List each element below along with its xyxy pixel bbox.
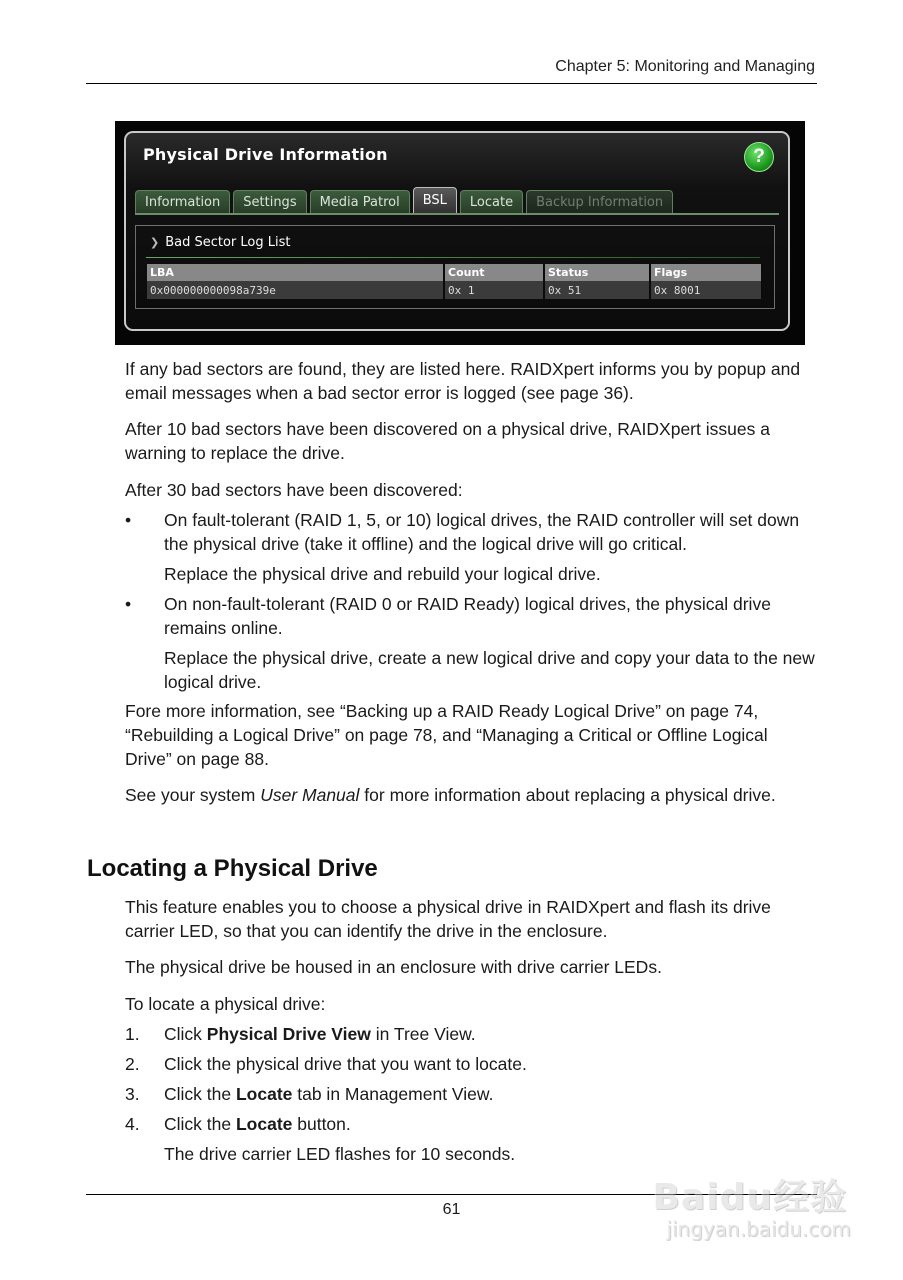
paragraph-more-information: Fore more information, see “Backing up a RAID Ready Logical Drive” on page 74, “Rebuilding a Logical Drive” on page 78, and “Managing a Critical or Offline Logical Drive” on page 88. — [125, 701, 768, 769]
heading-underline — [146, 257, 760, 258]
cell-status: 0x 51 — [544, 281, 650, 299]
ui-term: Locate — [235, 1114, 293, 1134]
tab-bsl[interactable]: BSL — [413, 187, 457, 215]
bullet-text: On fault-tolerant (RAID 1, 5, or 10) logical drives, the RAID controller will set down the physical drive (take it offline) and the logical drive will go critical. — [164, 510, 800, 554]
tab-media-patrol[interactable]: Media Patrol — [310, 190, 410, 215]
ui-term: Locate — [235, 1084, 293, 1104]
text-run: for more information about replacing a physical drive. — [359, 785, 776, 805]
bullet-mark: • — [125, 594, 132, 614]
tab-information[interactable]: Information — [135, 190, 230, 215]
paragraph-bad-sectors-found: If any bad sectors are found, they are listed here. RAIDXpert informs you by popup and email messages when a bad sector error is logged (see page 36). — [125, 359, 801, 403]
cell-lba: 0x000000000098a739e — [147, 281, 444, 299]
tab-bar — [135, 187, 673, 214]
paragraph-enclosure: The physical drive be housed in an enclosure with drive carrier LEDs. — [125, 957, 662, 977]
bullet-fault-tolerant-note: Replace the physical drive and rebuild your logical drive. — [164, 564, 601, 584]
tab-divider — [135, 213, 779, 215]
step-number: 2. — [125, 1054, 140, 1074]
help-icon[interactable]: ? — [744, 142, 774, 172]
chevron-down-icon: ❯ — [150, 236, 160, 249]
page-number: 61 — [442, 1201, 461, 1218]
text-run: button. — [292, 1114, 351, 1134]
paragraph-user-manual — [125, 783, 815, 807]
text-run: See your system — [125, 785, 261, 805]
watermark-logo — [641, 1147, 851, 1247]
physical-drive-panel — [124, 131, 790, 331]
table-row[interactable] — [147, 281, 762, 299]
physical-drive-screenshot — [115, 121, 805, 345]
step-text: Click the physical drive that you want to locate. — [164, 1054, 527, 1074]
cell-flags: 0x 8001 — [650, 281, 762, 299]
text-run: in Tree View. — [370, 1024, 476, 1044]
cell-count: 0x 1 — [444, 281, 544, 299]
tab-locate[interactable]: Locate — [460, 190, 523, 215]
bullet-non-fault-tolerant-note: Replace the physical drive, create a new logical drive and copy your data to the new logical drive. — [164, 648, 815, 692]
step-number: 3. — [125, 1084, 140, 1104]
step-number: 4. — [125, 1114, 140, 1134]
watermark-main-text: Baidu经验 — [652, 1177, 847, 1218]
bullet-mark: • — [125, 510, 132, 530]
bad-sector-log-box — [135, 225, 775, 309]
user-manual-title: User Manual — [260, 785, 360, 805]
column-header-lba: LBA — [147, 264, 444, 281]
step-number: 1. — [125, 1024, 140, 1044]
watermark-url: jingyan.baidu.com — [666, 1217, 851, 1241]
text-run: Click the — [164, 1084, 236, 1104]
bad-sector-table — [147, 264, 763, 299]
text-run: tab in Management View. — [292, 1084, 494, 1104]
bad-sector-log-heading[interactable] — [150, 235, 291, 250]
tab-backup-information: Backup Information — [526, 190, 673, 215]
running-header: Chapter 5: Monitoring and Managing — [555, 58, 815, 75]
text-run: Click — [164, 1024, 207, 1044]
column-header-flags: Flags — [650, 264, 762, 281]
ui-term: Physical Drive View — [206, 1024, 371, 1044]
table-header-row — [147, 264, 762, 281]
bad-sector-log-label: Bad Sector Log List — [165, 235, 291, 250]
section-heading: Locating a Physical Drive — [87, 855, 378, 882]
column-header-count: Count — [444, 264, 544, 281]
panel-title: Physical Drive Information — [143, 145, 388, 164]
bullet-text: On non-fault-tolerant (RAID 0 or RAID Ready) logical drives, the physical drive remains online. — [164, 594, 771, 638]
paragraph-ten-bad-sectors: After 10 bad sectors have been discovered on a physical drive, RAIDXpert issues a warning to replace the drive. — [125, 419, 770, 463]
paragraph-locate-feature: This feature enables you to choose a physical drive in RAIDXpert and flash its drive carrier LED, so that you can identify the drive in the enclosure. — [125, 897, 771, 941]
paragraph-to-locate: To locate a physical drive: — [125, 994, 326, 1014]
paragraph-thirty-bad-sectors: After 30 bad sectors have been discovered: — [125, 480, 463, 500]
header-rule — [86, 83, 817, 84]
text-run: Click the — [164, 1114, 236, 1134]
step-4-result: The drive carrier LED flashes for 10 seconds. — [164, 1144, 516, 1164]
tab-settings[interactable]: Settings — [233, 190, 306, 215]
column-header-status: Status — [544, 264, 650, 281]
